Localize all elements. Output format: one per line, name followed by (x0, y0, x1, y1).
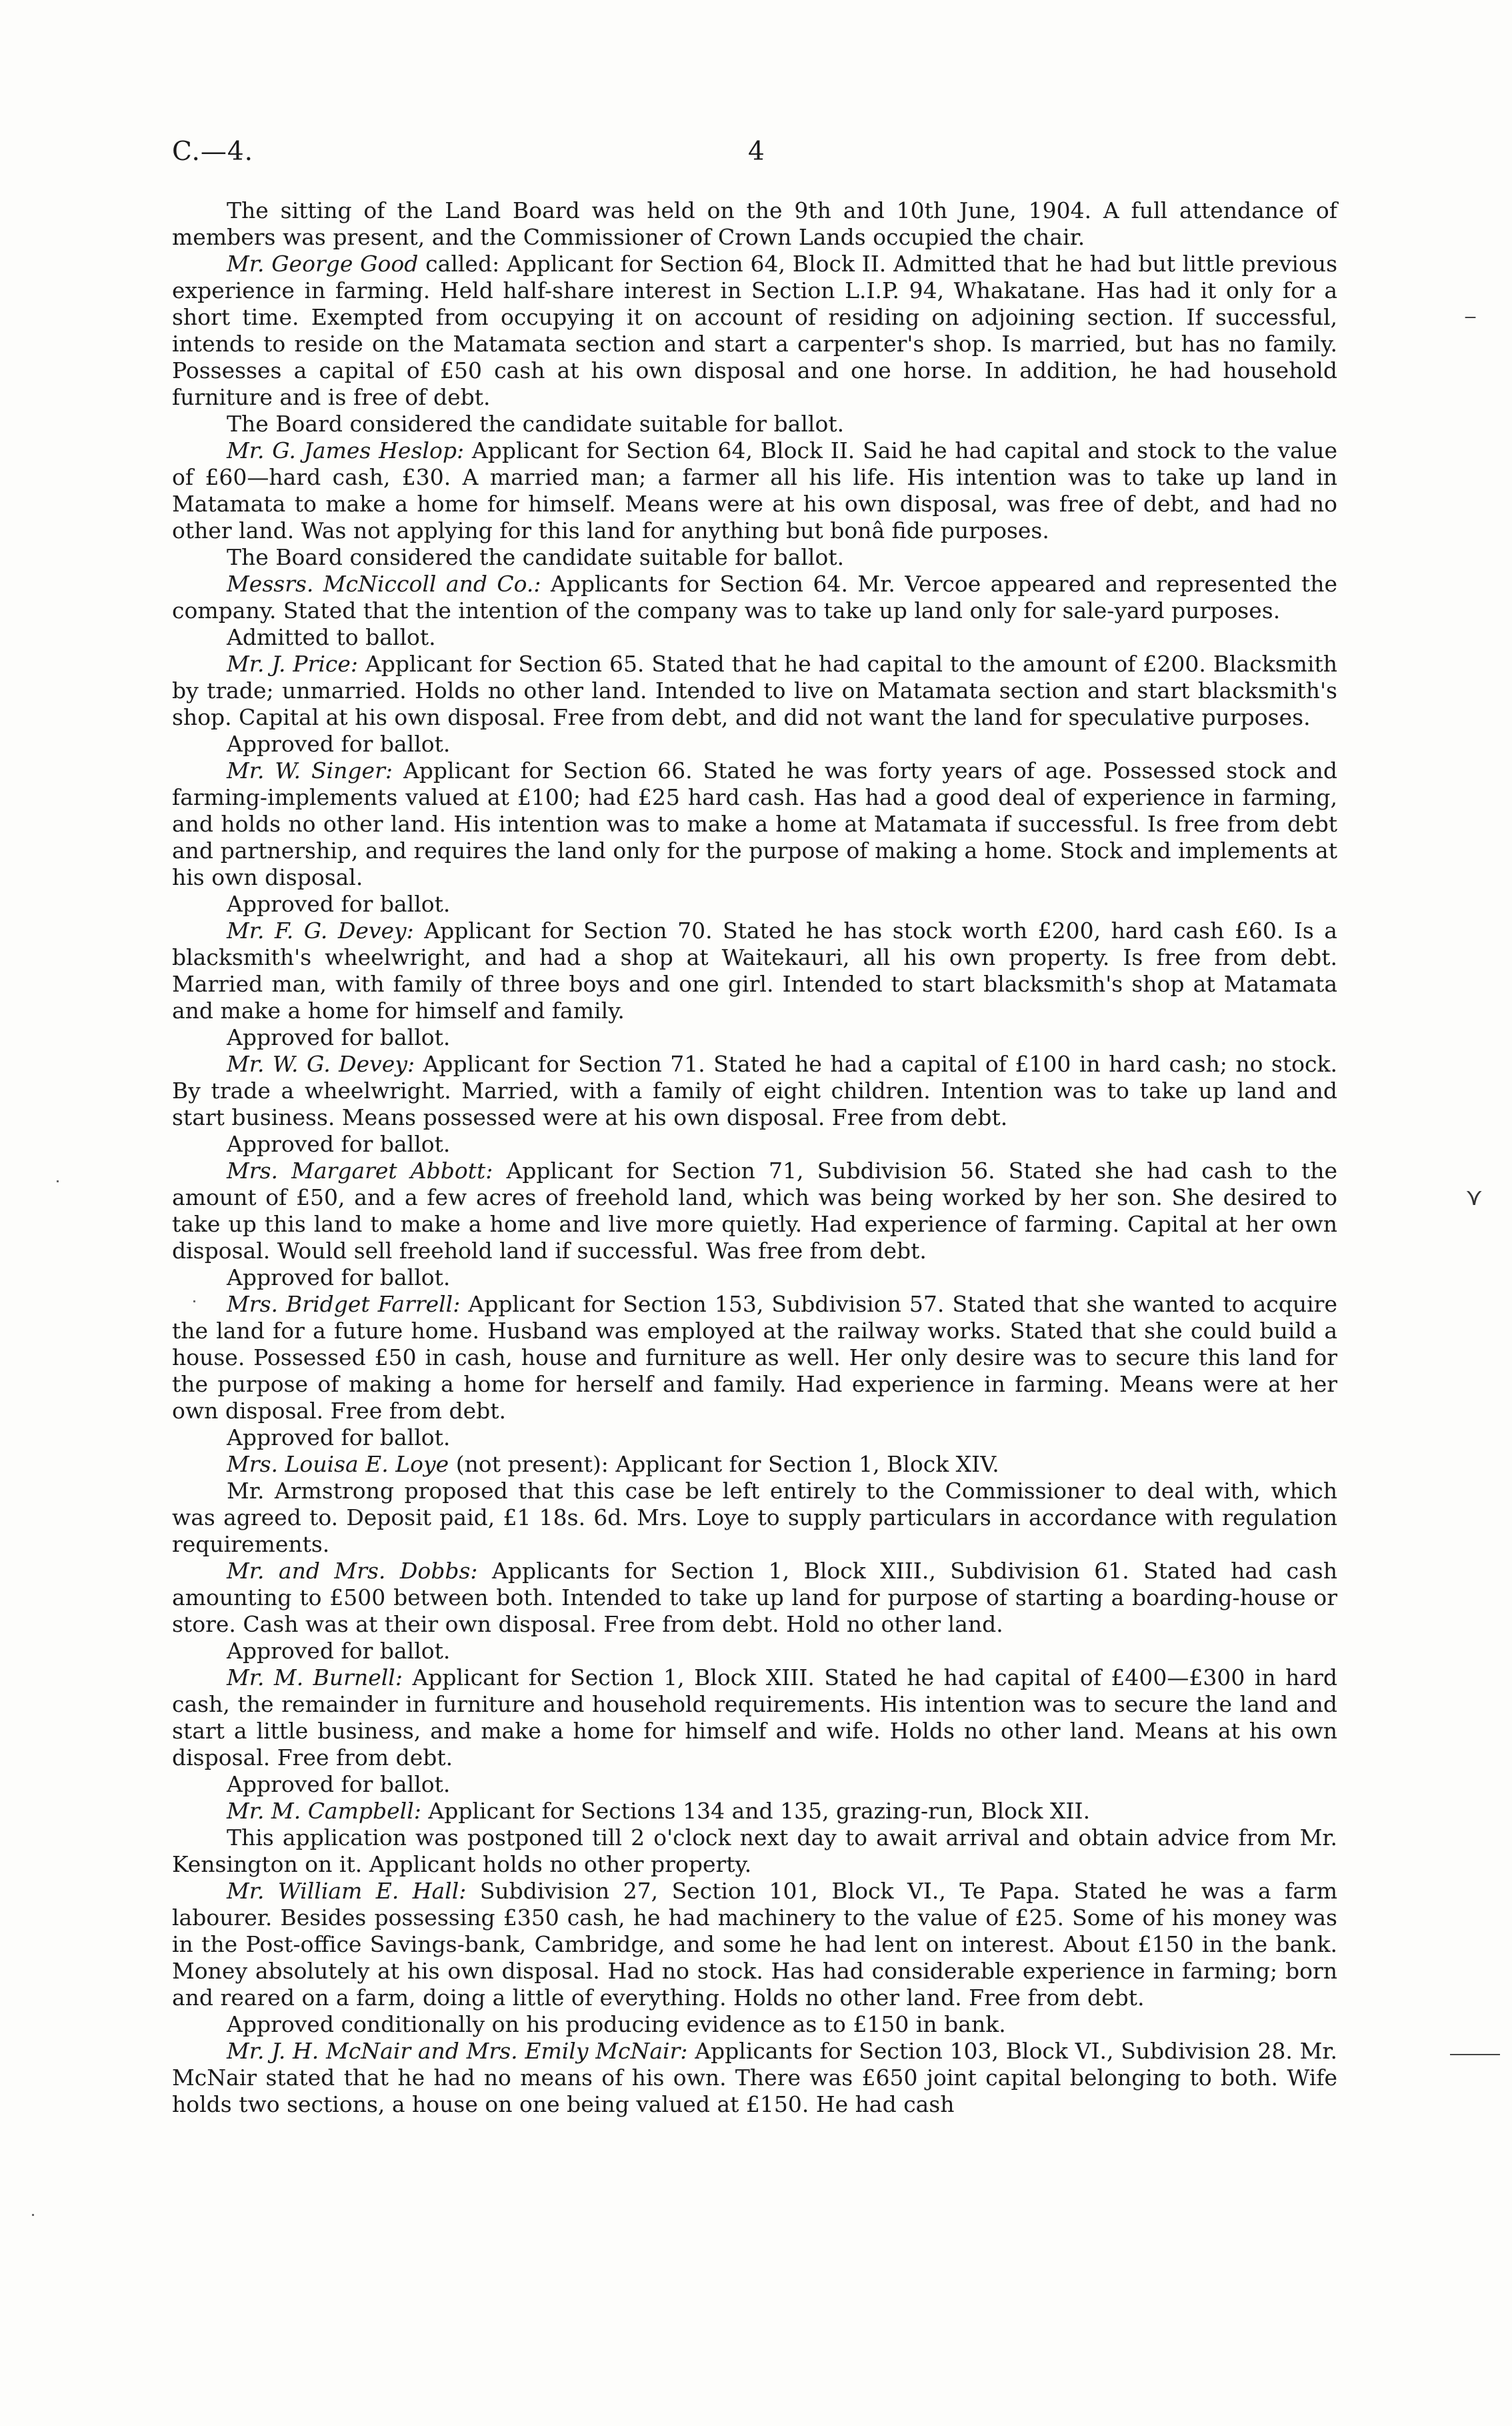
applicant-name: Mr. W. Singer: (227, 758, 393, 784)
paragraph-text: Applicant for Section 70. Stated he has stock worth £200, hard cash £60. Is a blacksmith's wheelwright, and had a shop at Waitekauri, all his own property. Is free from debt. Married man, with family of three boys and one girl. Intended to start blacksmith's shop at Matamata and make a home for himself and family. (172, 918, 1337, 1024)
applicant-name: Mrs. Louisa E. Loye (227, 1451, 449, 1477)
paragraph-text: Approved for ballot. (227, 891, 451, 917)
applicant-name: Mrs. Bridget Farrell: (227, 1291, 461, 1317)
document-body (172, 197, 1337, 2118)
margin-mark (1450, 2054, 1500, 2055)
paragraph-text: Subdivision 27, Section 101, Block VI., Te Papa. Stated he was a farm labourer. Besides possessing £350 cash, he had machinery to the value of £25. Some of his money was in the Post-office Savings-bank, Cambridge, and some he had lent on interest. About £150 in the bank. Money absolutely at his own disposal. Had no stock. Has had considerable experience in farming; born and reared on a farm, doing a little of everything. Holds no other land. Free from debt. (172, 1878, 1337, 2011)
margin-mark: ⁻ (1463, 307, 1478, 337)
paragraph-text: Applicant for Section 64, Block II. Said he had capital and stock to the value of £60—hard cash, £30. A married man; a farmer all his life. His intention was to take up land in Matamata to make a home for himself. Means were at his own disposal, was free of debt, and had no other land. Was not applying for this land for anything but bonâ fide purposes. (172, 437, 1337, 543)
page-number: 4 (748, 137, 765, 167)
paragraph (172, 1798, 1337, 1825)
paragraph (172, 1264, 1337, 1291)
paragraph-text: Admitted to ballot. (227, 624, 436, 650)
paragraph (172, 411, 1337, 437)
paragraph (172, 2011, 1337, 2038)
paragraph (172, 1024, 1337, 1051)
paragraph (172, 1158, 1337, 1264)
paragraph (172, 251, 1337, 411)
paragraph (172, 624, 1337, 651)
paragraph (172, 1878, 1337, 2011)
paragraph (172, 197, 1337, 251)
paragraph-text: Approved conditionally on his producing evidence as to £150 in bank. (227, 2011, 1006, 2037)
applicant-name: Mr. George Good (227, 251, 419, 277)
paragraph-text: Applicant for Section 71. Stated he had a capital of £100 in hard cash; no stock. By trade a wheelwright. Married, with a family of eight children. Intention was to take up land and start business. Means possessed were at his own disposal. Free from debt. (172, 1051, 1337, 1130)
paragraph-text: Mr. Armstrong proposed that this case be left entirely to the Commissioner to deal with, which was agreed to. Deposit paid, £1 18s. 6d. Mrs. Loye to supply particulars in accordance with regulation requirements. (172, 1478, 1337, 1557)
paragraph (172, 1664, 1337, 1771)
paragraph-text: This application was postponed till 2 o'clock next day to await arrival and obtain advice from Mr. Kensington on it. Applicant holds no other property. (172, 1825, 1337, 1877)
paragraph (172, 2038, 1337, 2118)
paragraph-text: Applicant for Sections 134 and 135, grazing-run, Block XII. (421, 1798, 1091, 1824)
paragraph (172, 1291, 1337, 1424)
applicant-name: Mr. G. James Heslop: (227, 437, 465, 463)
paragraph-text: Applicants for Section 103, Block VI., Subdivision 28. Mr. McNair stated that he had no means of his own. There was £650 joint capital belonging to both. Wife holds two sections, a house on one being valued at £150. He had cash (172, 2038, 1338, 2117)
paragraph (172, 1558, 1337, 1638)
paragraph (172, 1478, 1337, 1558)
paragraph-text: The sitting of the Land Board was held on the 9th and 10th June, 1904. A full attendance of members was present, and the Commissioner of Crown Lands occupied the chair. (172, 197, 1337, 250)
margin-mark: ⋎ (1465, 1184, 1483, 1211)
paragraph-text: The Board considered the candidate suitable for ballot. (227, 411, 845, 437)
applicant-name: Mr. J. Price: (227, 651, 359, 677)
applicant-name: Mrs. Margaret Abbott: (227, 1158, 493, 1184)
page-header (172, 137, 1340, 177)
paragraph (172, 437, 1337, 544)
paragraph-text: Approved for ballot. (227, 1131, 451, 1157)
margin-speck (193, 1300, 195, 1302)
applicant-name: Mr. and Mrs. Dobbs: (227, 1558, 478, 1584)
paragraph-text: Approved for ballot. (227, 1638, 451, 1664)
applicant-name: Mr. F. G. Devey: (227, 918, 414, 944)
paragraph (172, 918, 1337, 1024)
paragraph-text: (not present): Applicant for Section 1, Block XIV. (449, 1451, 999, 1477)
paragraph (172, 1051, 1337, 1131)
paragraph-text: Approved for ballot. (227, 1424, 451, 1450)
applicant-name: Messrs. McNiccoll and Co.: (227, 571, 541, 597)
paragraph (172, 544, 1337, 571)
paragraph (172, 1638, 1337, 1664)
applicant-name: Mr. W. G. Devey: (227, 1051, 415, 1077)
document-code: C.—4. (172, 137, 254, 167)
paragraph-text: Applicant for Section 71, Subdivision 56. Stated she had cash to the amount of £50, and a few acres of freehold land, which was being worked by her son. She desired to take up this land to make a home and live more quietly. Had experience of farming. Capital at her own disposal. Would sell freehold land if successful. Was free from debt. (172, 1158, 1337, 1264)
paragraph (172, 1131, 1337, 1158)
paragraph-text: Approved for ballot. (227, 1024, 451, 1050)
paragraph (172, 731, 1337, 758)
paragraph-text: Approved for ballot. (227, 1771, 451, 1797)
applicant-name: Mr. M. Burnell: (227, 1664, 403, 1690)
paragraph (172, 571, 1337, 624)
margin-speck (32, 2214, 34, 2216)
paragraph (172, 651, 1337, 731)
applicant-name: Mr. M. Campbell: (227, 1798, 421, 1824)
paragraph-text: Applicant for Section 66. Stated he was forty years of age. Possessed stock and farming-implements valued at £100; had £25 hard cash. Has had a good deal of experience in farming, and holds no other land. His intention was to make a home at Matamata if successful. Is free from debt and partnership, and requires the land only for the purpose of making a home. Stock and implements at his own disposal. (172, 758, 1337, 890)
paragraph-text: Applicants for Section 64. Mr. Vercoe appeared and represented the company. Stated that the intention of the company was to take up land only for sale-yard purposes. (172, 571, 1337, 624)
paragraph-text: Applicants for Section 1, Block XIII., Subdivision 61. Stated had cash amounting to £500 between both. Intended to take up land for purpose of starting a boarding-house or store. Cash was at their own disposal. Free from debt. Hold no other land. (172, 1558, 1337, 1637)
paragraph (172, 1451, 1337, 1478)
paragraph-text: Applicant for Section 65. Stated that he had capital to the amount of £200. Blacksmith by trade; unmarried. Holds no other land. Intended to live on Matamata section and start blacksmith's shop. Capital at his own disposal. Free from debt, and did not want the land for speculative purposes. (172, 651, 1338, 730)
paragraph-text: Approved for ballot. (227, 731, 451, 757)
paragraph-text: The Board considered the candidate suitable for ballot. (227, 544, 845, 570)
paragraph (172, 1424, 1337, 1451)
margin-speck (57, 1180, 59, 1182)
paragraph-text: called: Applicant for Section 64, Block II. Admitted that he had but little previous experience in farming. Held half-share interest in Section L.I.P. 94, Whakatane. Has had it only for a short time. Exempted from occupying it on account of residing on adjoining section. If successful, intends to reside on the Matamata section and start a carpenter's shop. Is married, but has no family. Possesses a capital of £50 cash at his own disposal and one horse. In addition, he had household furniture and is free of debt. (172, 251, 1337, 410)
applicant-name: Mr. J. H. McNair and Mrs. Emily McNair: (227, 2038, 688, 2064)
applicant-name: Mr. William E. Hall: (227, 1878, 467, 1904)
paragraph-text: Applicant for Section 1, Block XIII. Stated he had capital of £400—£300 in hard cash, the remainder in furniture and household requirements. His intention was to secure the land and start a little business, and make a home for himself and wife. Holds no other land. Means at his own disposal. Free from debt. (172, 1664, 1337, 1770)
paragraph (172, 1771, 1337, 1798)
paragraph (172, 891, 1337, 918)
paragraph (172, 1825, 1337, 1878)
paragraph-text: Applicant for Section 153, Subdivision 57. Stated that she wanted to acquire the land for a future home. Husband was employed at the railway works. Stated that she could build a house. Possessed £50 in cash, house and furniture as well. Her only desire was to secure this land for the purpose of making a home for herself and family. Had experience in farming. Means were at her own disposal. Free from debt. (172, 1291, 1337, 1424)
paragraph-text: Approved for ballot. (227, 1264, 451, 1290)
paragraph (172, 758, 1337, 891)
